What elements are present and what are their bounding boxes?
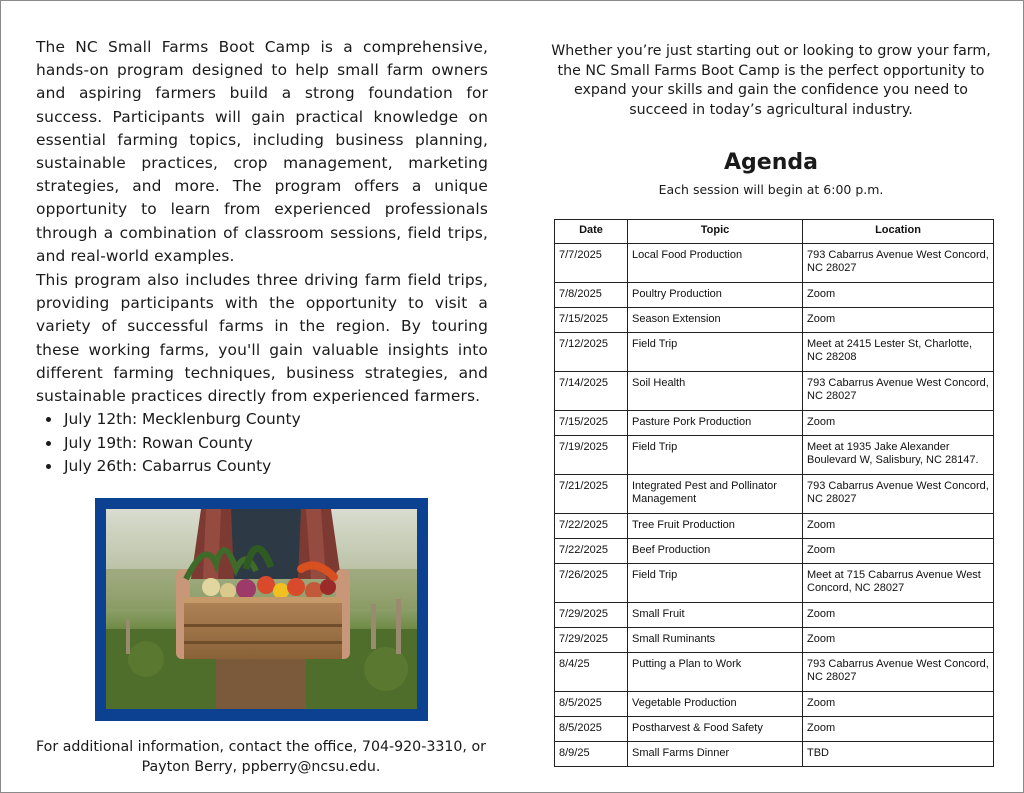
topic-cell: Small Farms Dinner <box>628 742 803 767</box>
location-cell: Meet at 2415 Lester St, Charlotte, NC 28208 <box>803 333 994 372</box>
topic-cell: Small Ruminants <box>628 628 803 653</box>
location-cell: 793 Cabarrus Avenue West Concord, NC 28027 <box>803 475 994 514</box>
table-row <box>555 628 994 653</box>
location-cell: Meet at 1935 Jake Alexander Boulevard W, Salisbury, NC 28147. <box>803 436 994 475</box>
location-cell: Zoom <box>803 628 994 653</box>
date-cell: 7/26/2025 <box>555 564 628 603</box>
list-item: • July 26th: Cabarrus County <box>62 455 301 479</box>
date-cell: 8/4/25 <box>555 653 628 692</box>
contact-info: For additional information, contact the office, 704-920-3310, or Payton Berry, ppberry@ncsu.edu. <box>36 739 486 775</box>
agenda-subtitle: Each session will begin at 6:00 p.m. <box>658 182 884 197</box>
field-trip-paragraph: This program also includes three driving farm field trips, providing participants with the opportunity to visit a variety of successful farms in the region. By touring these working farms, you'll gain valuable insights into different farming techniques, business strategies, and sustainable practices directly from experienced farmers. <box>36 271 488 406</box>
location-cell: Zoom <box>803 308 994 333</box>
list-item: • July 12th: Mecklenburg County <box>62 408 301 432</box>
topic-cell: Tree Fruit Production <box>628 514 803 539</box>
topic-cell: Pasture Pork Production <box>628 411 803 436</box>
topic-cell: Integrated Pest and Pollinator Management <box>628 475 803 514</box>
table-row <box>555 653 994 692</box>
table-row <box>555 333 994 372</box>
agenda-title: Agenda <box>724 150 818 175</box>
location-cell: Zoom <box>803 411 994 436</box>
table-row <box>555 603 994 628</box>
table-row <box>555 436 994 475</box>
table-row <box>555 411 994 436</box>
table-row <box>555 283 994 308</box>
date-cell: 7/7/2025 <box>555 244 628 283</box>
topic-cell: Poultry Production <box>628 283 803 308</box>
date-cell: 7/14/2025 <box>555 372 628 411</box>
date-cell: 8/5/2025 <box>555 692 628 717</box>
location-cell: Zoom <box>803 514 994 539</box>
date-cell: 7/22/2025 <box>555 539 628 564</box>
table-row <box>555 244 994 283</box>
location-cell: Meet at 715 Cabarrus Avenue West Concord, NC 28027 <box>803 564 994 603</box>
table-row <box>555 564 994 603</box>
topic-cell: Beef Production <box>628 539 803 564</box>
table-row <box>555 308 994 333</box>
date-cell: 7/15/2025 <box>555 308 628 333</box>
location-cell: Zoom <box>803 717 994 742</box>
topic-cell: Field Trip <box>628 333 803 372</box>
right-column <box>548 42 994 197</box>
intro-paragraph: The NC Small Farms Boot Camp is a comprehensive, hands-on program designed to help small farm owners and aspiring farmers build a strong foundation for success. Participants will gain practical knowledge on essential farming topics, including business planning, sustainable practices, crop management, marketing strategies, and more. The program offers a unique opportunity to learn from experienced professionals through a combination of classroom sessions, field trips, and real-world examples. <box>36 38 488 265</box>
photo-frame <box>95 498 428 721</box>
date-cell: 7/12/2025 <box>555 333 628 372</box>
location-cell: Zoom <box>803 539 994 564</box>
date-cell: 8/9/25 <box>555 742 628 767</box>
date-cell: 7/8/2025 <box>555 283 628 308</box>
table-header-row <box>555 220 994 244</box>
column-header-topic: Topic <box>628 220 803 244</box>
table-row <box>555 514 994 539</box>
table-row <box>555 692 994 717</box>
topic-cell: Vegetable Production <box>628 692 803 717</box>
location-cell: Zoom <box>803 692 994 717</box>
topic-cell: Postharvest & Food Safety <box>628 717 803 742</box>
table-row <box>555 372 994 411</box>
farmer-vegetable-crate-photo <box>106 509 417 709</box>
agenda-table <box>554 219 994 767</box>
table-row <box>555 475 994 514</box>
field-trip-list <box>36 408 301 479</box>
topic-cell: Season Extension <box>628 308 803 333</box>
location-cell: 793 Cabarrus Avenue West Concord, NC 28027 <box>803 372 994 411</box>
table-row <box>555 742 994 767</box>
location-cell: Zoom <box>803 603 994 628</box>
date-cell: 7/22/2025 <box>555 514 628 539</box>
column-header-location: Location <box>803 220 994 244</box>
date-cell: 7/15/2025 <box>555 411 628 436</box>
topic-cell: Local Food Production <box>628 244 803 283</box>
location-cell: 793 Cabarrus Avenue West Concord, NC 28027 <box>803 244 994 283</box>
date-cell: 7/29/2025 <box>555 603 628 628</box>
date-cell: 7/21/2025 <box>555 475 628 514</box>
topic-cell: Field Trip <box>628 564 803 603</box>
list-item: • July 19th: Rowan County <box>62 432 301 456</box>
column-header-date: Date <box>555 220 628 244</box>
topic-cell: Field Trip <box>628 436 803 475</box>
table-row <box>555 539 994 564</box>
location-cell: 793 Cabarrus Avenue West Concord, NC 28027 <box>803 653 994 692</box>
table-row <box>555 717 994 742</box>
date-cell: 8/5/2025 <box>555 717 628 742</box>
topic-cell: Small Fruit <box>628 603 803 628</box>
location-cell: Zoom <box>803 283 994 308</box>
location-cell: TBD <box>803 742 994 767</box>
topic-cell: Putting a Plan to Work <box>628 653 803 692</box>
date-cell: 7/29/2025 <box>555 628 628 653</box>
date-cell: 7/19/2025 <box>555 436 628 475</box>
intro-text: Whether you’re just starting out or looking to grow your farm, the NC Small Farms Boot Camp is the perfect opportunity to expand your skills and gain the confidence you need to succeed in today’s agricultural industry. <box>551 43 991 118</box>
topic-cell: Soil Health <box>628 372 803 411</box>
